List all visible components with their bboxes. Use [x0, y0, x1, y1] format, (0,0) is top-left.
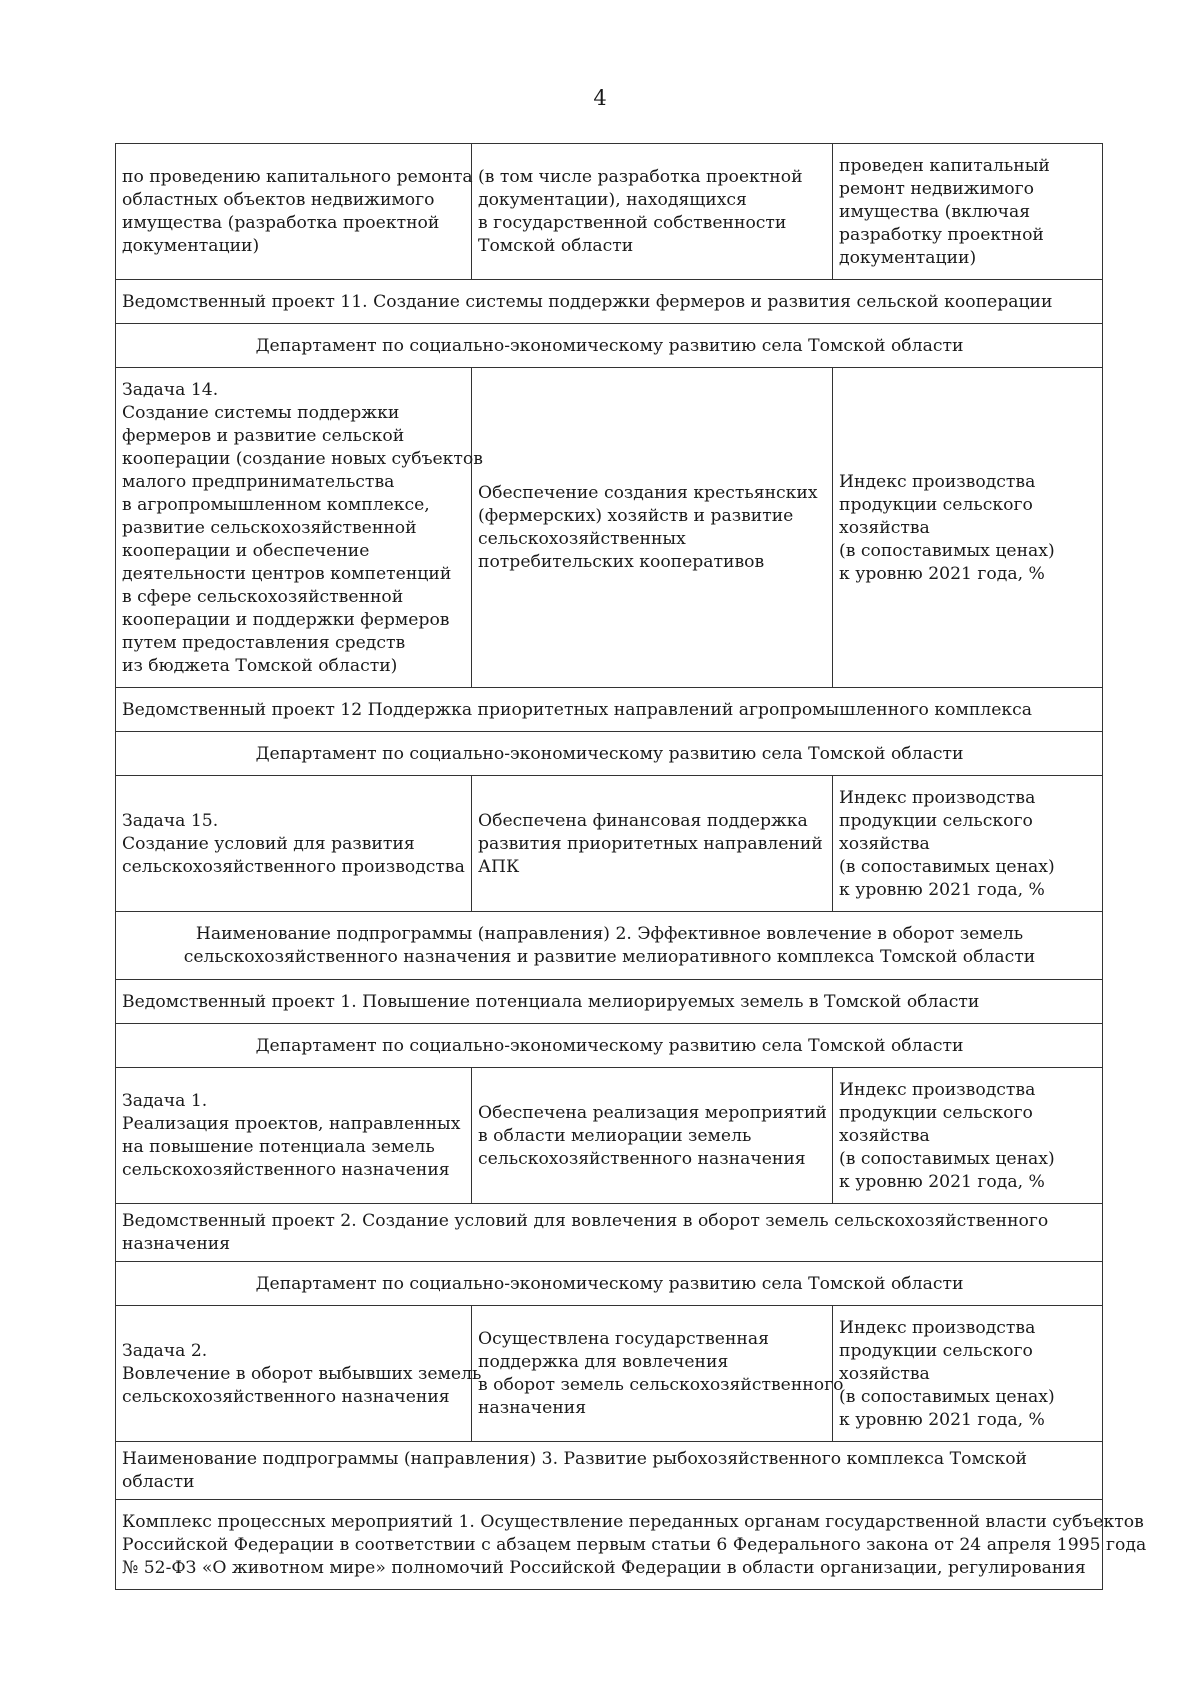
cell-result — [472, 776, 833, 912]
text-line: (фермерских) хозяйств и развитие — [478, 506, 794, 526]
text-line: Российской Федерации в соответствии с абзацем первым статьи 6 Федерального закона от 24 апреля 1995 года — [122, 1534, 1147, 1555]
text-line: Создание системы поддержки — [122, 402, 400, 423]
text-line: Комплекс процессных мероприятий 1. Осуществление переданных органам государственной власти субъектов — [122, 1511, 1144, 1532]
text-line: сельскохозяйственного назначения — [122, 1386, 450, 1407]
cell-task — [116, 1068, 472, 1204]
cell-indicator — [833, 368, 1103, 688]
text-line: из бюджета Томской области) — [122, 655, 398, 676]
cell-task — [116, 144, 472, 280]
text-line: назначения — [478, 1398, 587, 1418]
cell-result — [472, 1306, 844, 1442]
text-line: Индекс производства — [839, 1079, 1036, 1100]
table-row — [116, 144, 1103, 280]
text-line: по проведению капитального ремонта — [122, 167, 473, 187]
complex-row — [116, 1500, 1103, 1590]
department-row — [116, 732, 1103, 776]
text-line: Наименование подпрограммы (направления) 2. Эффективное вовлечение в оборот земель — [195, 924, 1024, 944]
cell-result — [472, 144, 833, 280]
text-line: (в том числе разработка проектной — [478, 167, 803, 187]
department-row — [116, 324, 1103, 368]
cell-task — [116, 776, 472, 912]
text-line: к уровню 2021 года, % — [839, 563, 1045, 584]
project-title-2: Ведомственный проект 2. Создание условий для вовлечения в оборот земель сельскохозяйственного назначения — [116, 1204, 1103, 1262]
text-line: АПК — [478, 856, 520, 877]
text-line: ремонт недвижимого — [839, 178, 1034, 199]
text-line: развития приоритетных направлений — [478, 833, 823, 854]
text-line: малого предпринимательства — [122, 471, 395, 492]
text-line: Задача 2. — [122, 1340, 208, 1361]
project-title-11: Ведомственный проект 11. Создание системы поддержки фермеров и развития сельской кооперации — [116, 280, 1103, 324]
text-line: Индекс производства — [839, 1317, 1036, 1338]
subprogram-title-3: Наименование подпрограммы (направления) 3. Развитие рыбохозяйственного комплекса Томской области — [116, 1442, 1103, 1500]
project-row — [116, 688, 1103, 732]
text-line: Реализация проектов, направленных — [122, 1114, 461, 1134]
cell-task — [116, 368, 483, 688]
text-line: сельскохозяйственного производства — [122, 856, 465, 877]
text-line: к уровню 2021 года, % — [839, 1409, 1045, 1430]
department-row — [116, 1024, 1103, 1068]
text-line: кооперации (создание новых субъектов — [122, 448, 483, 469]
text-line: № 52-ФЗ «О животном мире» полномочий Российской Федерации в области организации, регулирования — [122, 1557, 1086, 1578]
text-line: фермеров и развитие сельской — [122, 425, 405, 446]
cell-result — [472, 368, 833, 688]
text-line: хозяйства — [839, 1363, 930, 1384]
department-name: Департамент по социально-экономическому развитию села Томской области — [116, 732, 1103, 776]
text-line: Задача 15. — [122, 810, 219, 831]
text-line: сельскохозяйственного назначения и развитие мелиоративного комплекса Томской области — [183, 947, 1036, 967]
table-row — [116, 776, 1103, 912]
text-line: кооперации и обеспечение — [122, 540, 370, 561]
text-line: развитие сельскохозяйственной — [122, 517, 417, 538]
project-title-12: Ведомственный проект 12 Поддержка приоритетных направлений агропромышленного комплекса — [116, 688, 1103, 732]
process-complex-title-1 — [116, 1500, 1147, 1590]
text-line: в оборот земель сельскохозяйственного — [478, 1375, 844, 1395]
text-line: сельскохозяйственного назначения — [122, 1160, 450, 1180]
department-name: Департамент по социально-экономическому развитию села Томской области — [116, 1024, 1103, 1068]
text-line: Обеспечена реализация мероприятий — [478, 1102, 827, 1123]
text-line: областных объектов недвижимого — [122, 190, 435, 210]
text-line: документации) — [122, 236, 260, 256]
department-name: Департамент по социально-экономическому развитию села Томской области — [116, 1262, 1103, 1306]
text-line: Задача 1. — [122, 1091, 208, 1111]
text-line: (в сопоставимых ценах) — [839, 540, 1055, 561]
text-line: Осуществлена государственная — [478, 1329, 769, 1349]
project-title-1: Ведомственный проект 1. Повышение потенциала мелиорируемых земель в Томской области — [116, 980, 1103, 1024]
subprogram-title-2 — [116, 912, 1103, 980]
cell-indicator — [833, 776, 1103, 912]
text-line: Создание условий для развития — [122, 833, 415, 854]
table-row — [116, 1068, 1103, 1204]
program-table — [115, 143, 1147, 1590]
text-line: сельскохозяйственных — [478, 529, 686, 549]
text-line: Индекс производства — [839, 471, 1036, 492]
project-row — [116, 280, 1103, 324]
text-line: путем предоставления средств — [122, 632, 406, 653]
text-line: сельскохозяйственного назначения — [478, 1148, 806, 1169]
text-line: Вовлечение в оборот выбывших земель — [122, 1363, 482, 1384]
text-line: к уровню 2021 года, % — [839, 1171, 1045, 1192]
cell-result — [472, 1068, 833, 1204]
text-line: деятельности центров компетенций — [122, 563, 452, 584]
text-line: имущества (разработка проектной — [122, 213, 440, 233]
text-line: в государственной собственности — [478, 213, 787, 233]
text-line: хозяйства — [839, 1125, 930, 1146]
department-name: Департамент по социально-экономическому развитию села Томской области — [116, 324, 1103, 368]
table-row — [116, 1306, 1103, 1442]
subprogram-row — [116, 1442, 1103, 1500]
text-line: Индекс производства — [839, 787, 1036, 808]
text-line: документации), находящихся — [478, 190, 747, 210]
text-line: Обеспечение создания крестьянских — [478, 483, 818, 503]
text-line: продукции сельского — [839, 1340, 1033, 1361]
text-line: на повышение потенциала земель — [122, 1137, 435, 1157]
department-row — [116, 1262, 1103, 1306]
text-line: продукции сельского — [839, 1102, 1033, 1123]
text-line: (в сопоставимых ценах) — [839, 1148, 1055, 1169]
text-line: Томской области — [478, 236, 634, 256]
text-line: потребительских кооперативов — [478, 552, 765, 572]
cell-indicator — [833, 1306, 1103, 1442]
text-line: (в сопоставимых ценах) — [839, 856, 1055, 877]
text-line: проведен капитальный — [839, 155, 1050, 176]
text-line: к уровню 2021 года, % — [839, 879, 1045, 900]
page-number: 4 — [593, 86, 607, 110]
subprogram-row — [116, 912, 1103, 980]
text-line: имущества (включая — [839, 201, 1031, 222]
text-line: документации) — [839, 247, 977, 268]
text-line: Обеспечена финансовая поддержка — [478, 810, 808, 831]
cell-task — [116, 1306, 482, 1442]
text-line: в области мелиорации земель — [478, 1125, 752, 1146]
cell-indicator — [833, 144, 1103, 280]
text-line: Задача 14. — [122, 379, 219, 400]
text-line: в агропромышленном комплексе, — [122, 494, 430, 515]
project-row — [116, 1204, 1103, 1262]
text-line: (в сопоставимых ценах) — [839, 1386, 1055, 1407]
text-line: разработку проектной — [839, 224, 1044, 245]
table-row — [116, 368, 1103, 688]
text-line: поддержка для вовлечения — [478, 1352, 729, 1372]
cell-indicator — [833, 1068, 1103, 1204]
text-line: продукции сельского — [839, 810, 1033, 831]
project-row — [116, 980, 1103, 1024]
text-line: в сфере сельскохозяйственной — [122, 586, 404, 607]
text-line: хозяйства — [839, 833, 930, 854]
text-line: хозяйства — [839, 517, 930, 538]
text-line: кооперации и поддержки фермеров — [122, 609, 450, 630]
text-line: продукции сельского — [839, 494, 1033, 515]
